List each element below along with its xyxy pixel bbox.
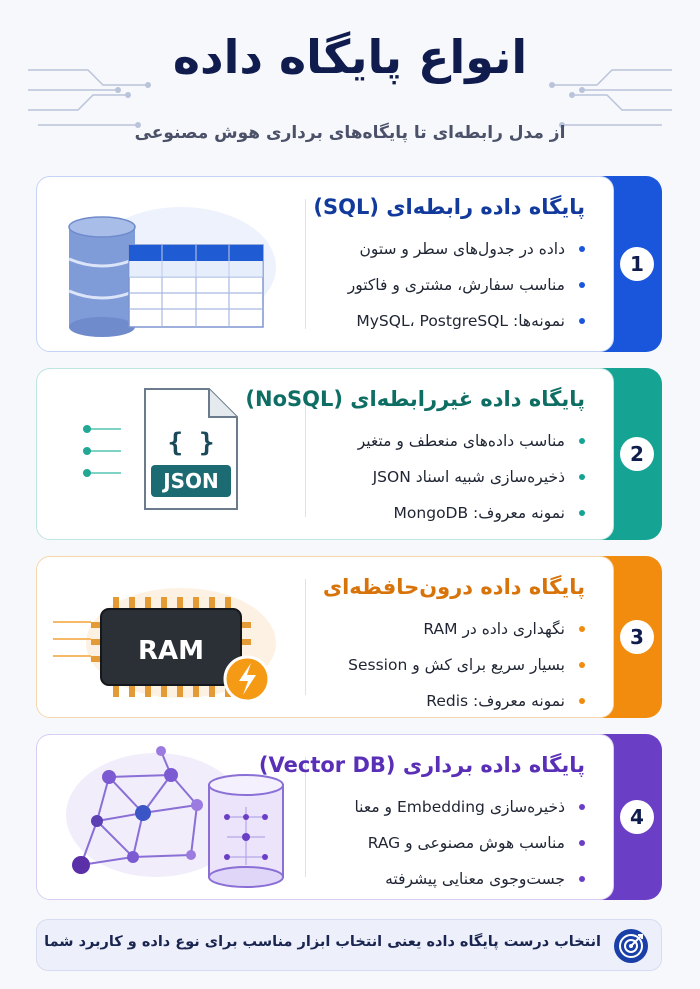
json-badge-label: JSON bbox=[163, 469, 219, 493]
card-divider bbox=[305, 579, 306, 695]
bullet-text: نمونه‌ها: MySQL، PostgreSQL bbox=[356, 312, 565, 330]
bullet-dot-icon bbox=[579, 318, 585, 324]
list-item bbox=[358, 465, 585, 501]
card-panel bbox=[36, 556, 614, 718]
bullet-dot-icon bbox=[579, 804, 585, 810]
list-item bbox=[348, 273, 585, 309]
bullet-text: داده در جدول‌های سطر و ستون bbox=[359, 240, 565, 258]
list-item bbox=[358, 501, 585, 537]
footer-text: انتخاب درست پایگاه داده یعنی انتخاب ابزار مناسب برای نوع داده و کاربرد شما bbox=[44, 934, 601, 950]
bullet-dot-icon bbox=[579, 510, 585, 516]
bullet-dot-icon bbox=[579, 840, 585, 846]
card-bullet-list bbox=[348, 617, 585, 725]
card-bullet-list bbox=[358, 429, 585, 537]
target-icon bbox=[613, 928, 649, 964]
bullet-dot-icon bbox=[579, 474, 585, 480]
list-item bbox=[348, 617, 585, 653]
ram-chip-icon bbox=[51, 567, 291, 712]
card-title: پایگاه داده درون‌حافظه‌ای bbox=[322, 575, 585, 599]
card-divider bbox=[305, 199, 306, 329]
card-in-memory bbox=[36, 556, 662, 718]
json-braces-label: { } bbox=[167, 428, 215, 458]
bullet-dot-icon bbox=[579, 246, 585, 252]
bullet-text: ذخیره‌سازی Embedding و معنا bbox=[354, 798, 565, 816]
list-item bbox=[354, 795, 585, 831]
footer-banner bbox=[36, 919, 662, 971]
page-subtitle: از مدل رابطه‌ای تا پایگاه‌های برداری هوش مصنوعی bbox=[134, 123, 566, 143]
bullet-text: ذخیره‌سازی شبیه اسناد JSON bbox=[372, 468, 565, 486]
bullet-text: مناسب داده‌های منعطف و متغیر bbox=[357, 432, 565, 450]
bullet-dot-icon bbox=[579, 438, 585, 444]
card-nosql bbox=[36, 368, 662, 540]
card-number-badge: 4 bbox=[620, 800, 654, 834]
bullet-text: نمونه معروف: Redis bbox=[426, 692, 565, 710]
card-bullet-list bbox=[354, 795, 585, 903]
list-item bbox=[348, 309, 585, 345]
list-item bbox=[348, 689, 585, 725]
bullet-dot-icon bbox=[579, 626, 585, 632]
card-bullet-list bbox=[348, 237, 585, 345]
card-title: پایگاه داده غیررابطه‌ای (NoSQL) bbox=[245, 387, 585, 411]
card-number-badge: 3 bbox=[620, 620, 654, 654]
list-item bbox=[358, 429, 585, 465]
card-panel bbox=[36, 734, 614, 900]
card-panel bbox=[36, 176, 614, 352]
bullet-text: مناسب سفارش، مشتری و فاکتور bbox=[347, 276, 565, 294]
bullet-text: نمونه معروف: MongoDB bbox=[393, 504, 565, 522]
list-item bbox=[354, 831, 585, 867]
card-sql bbox=[36, 176, 662, 352]
card-panel bbox=[36, 368, 614, 540]
card-number-badge: 1 bbox=[620, 247, 654, 281]
bullet-dot-icon bbox=[579, 282, 585, 288]
bullet-dot-icon bbox=[579, 876, 585, 882]
page-title: انواع پایگاه داده bbox=[172, 30, 528, 84]
list-item bbox=[348, 653, 585, 689]
vector-network-icon bbox=[51, 745, 291, 895]
ram-chip-label: RAM bbox=[137, 636, 205, 666]
bullet-dot-icon bbox=[579, 698, 585, 704]
bullet-text: مناسب هوش مصنوعی و RAG bbox=[367, 834, 565, 852]
card-number-badge: 2 bbox=[620, 437, 654, 471]
database-table-icon bbox=[51, 187, 291, 337]
card-title: پایگاه داده رابطه‌ای (SQL) bbox=[313, 195, 585, 219]
bullet-text: نگهداری داده در RAM bbox=[423, 620, 565, 638]
card-title: پایگاه داده برداری (Vector DB) bbox=[258, 753, 585, 777]
card-vector bbox=[36, 734, 662, 900]
bullet-dot-icon bbox=[579, 662, 585, 668]
bullet-text: بسیار سریع برای کش و Session bbox=[348, 656, 565, 674]
bullet-text: جست‌وجوی معنایی پیشرفته bbox=[385, 870, 565, 888]
list-item bbox=[348, 237, 585, 273]
list-item bbox=[354, 867, 585, 903]
